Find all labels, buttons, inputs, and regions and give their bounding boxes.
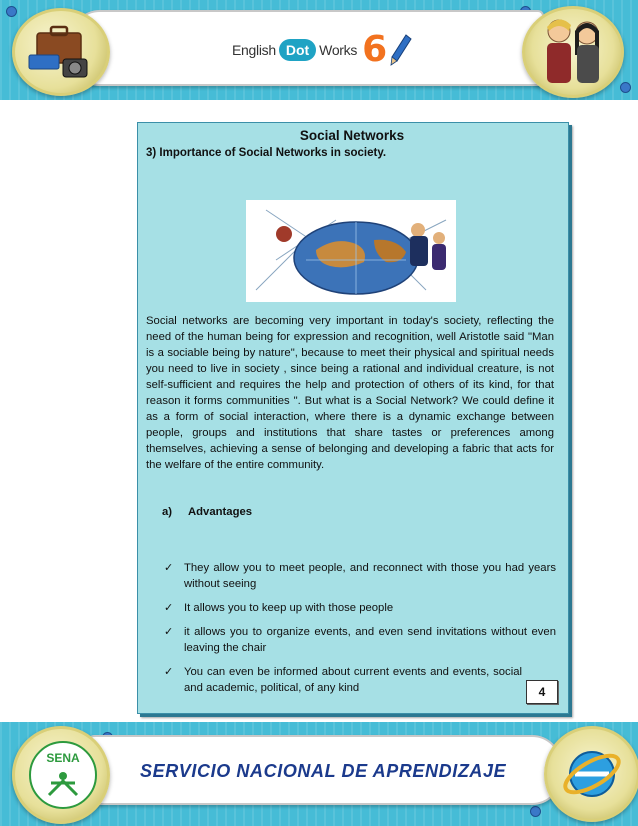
check-icon: ✓ xyxy=(164,601,174,614)
footer-band xyxy=(0,722,638,826)
brand-works: Works xyxy=(319,42,358,58)
check-icon: ✓ xyxy=(164,625,174,638)
header-band xyxy=(0,0,638,100)
page-number: 4 xyxy=(526,680,558,704)
list-item xyxy=(164,560,556,592)
body-paragraph: Social networks are becoming very important in today's society, reflecting the need of the human being for expression and recognition, well Aristotle said "Man is a sociable being by nature", because to meet their physical and spiritual needs you need to live in society , since being a rational and individual creature, is not self-sufficient and requires the help and protection of others of its kind, for that reason it forms communities ". But what is a Social Network? We could define it as a form of social interaction, where there is a dynamic exchange between people, groups and institutions that share tastes or preferences among themselves, achieving a sense of belonging and developing a fabric that acts for the welfare of the entire community. xyxy=(146,315,554,471)
pencil-icon xyxy=(390,33,412,67)
internet-explorer-icon xyxy=(547,729,637,819)
students-icon xyxy=(525,9,621,95)
brand-number: 6 xyxy=(362,29,388,70)
page-title: Social Networks xyxy=(299,128,405,143)
globe-network-illustration xyxy=(246,200,456,302)
brand-logo xyxy=(232,30,412,70)
brand-dot-bubble: Dot xyxy=(279,39,316,61)
section-label: Advantages xyxy=(188,506,253,518)
sena-logo-disc xyxy=(29,741,97,809)
list-item xyxy=(164,600,556,616)
brand-english: English xyxy=(232,42,276,58)
globe-icon xyxy=(246,200,456,302)
list-item-text: They allow you to meet people, and reconnect with those you had years without seeing xyxy=(184,562,556,590)
briefcase-icon xyxy=(15,11,107,93)
content-heading-group xyxy=(146,128,558,159)
list-item xyxy=(164,624,556,656)
office-items-illustration xyxy=(12,8,110,96)
internet-globe-logo xyxy=(544,726,638,822)
students-illustration xyxy=(522,6,624,98)
advantages-list xyxy=(164,560,556,704)
section-subtitle: 3) Importance of Social Networks in society. xyxy=(146,147,387,159)
advantages-heading xyxy=(162,506,252,518)
pin-decoration xyxy=(530,806,541,817)
list-item-text: it allows you to organize events, and even send invitations without even leaving the chair xyxy=(184,626,556,654)
list-item-text: You can even be informed about current events and events, social and academic, political, of any kind xyxy=(184,666,522,694)
section-letter: a) xyxy=(162,506,173,518)
check-icon: ✓ xyxy=(164,665,174,678)
pin-decoration xyxy=(620,82,631,93)
check-icon: ✓ xyxy=(164,561,174,574)
list-item xyxy=(164,664,556,696)
sena-logo xyxy=(12,726,110,824)
sena-figure-icon xyxy=(31,743,95,807)
footer-title: SERVICIO NACIONAL DE APRENDIZAJE xyxy=(140,761,507,781)
list-item-text: It allows you to keep up with those people xyxy=(184,602,394,614)
sena-logo-text: SENA xyxy=(46,751,80,765)
content-panel xyxy=(137,122,569,714)
